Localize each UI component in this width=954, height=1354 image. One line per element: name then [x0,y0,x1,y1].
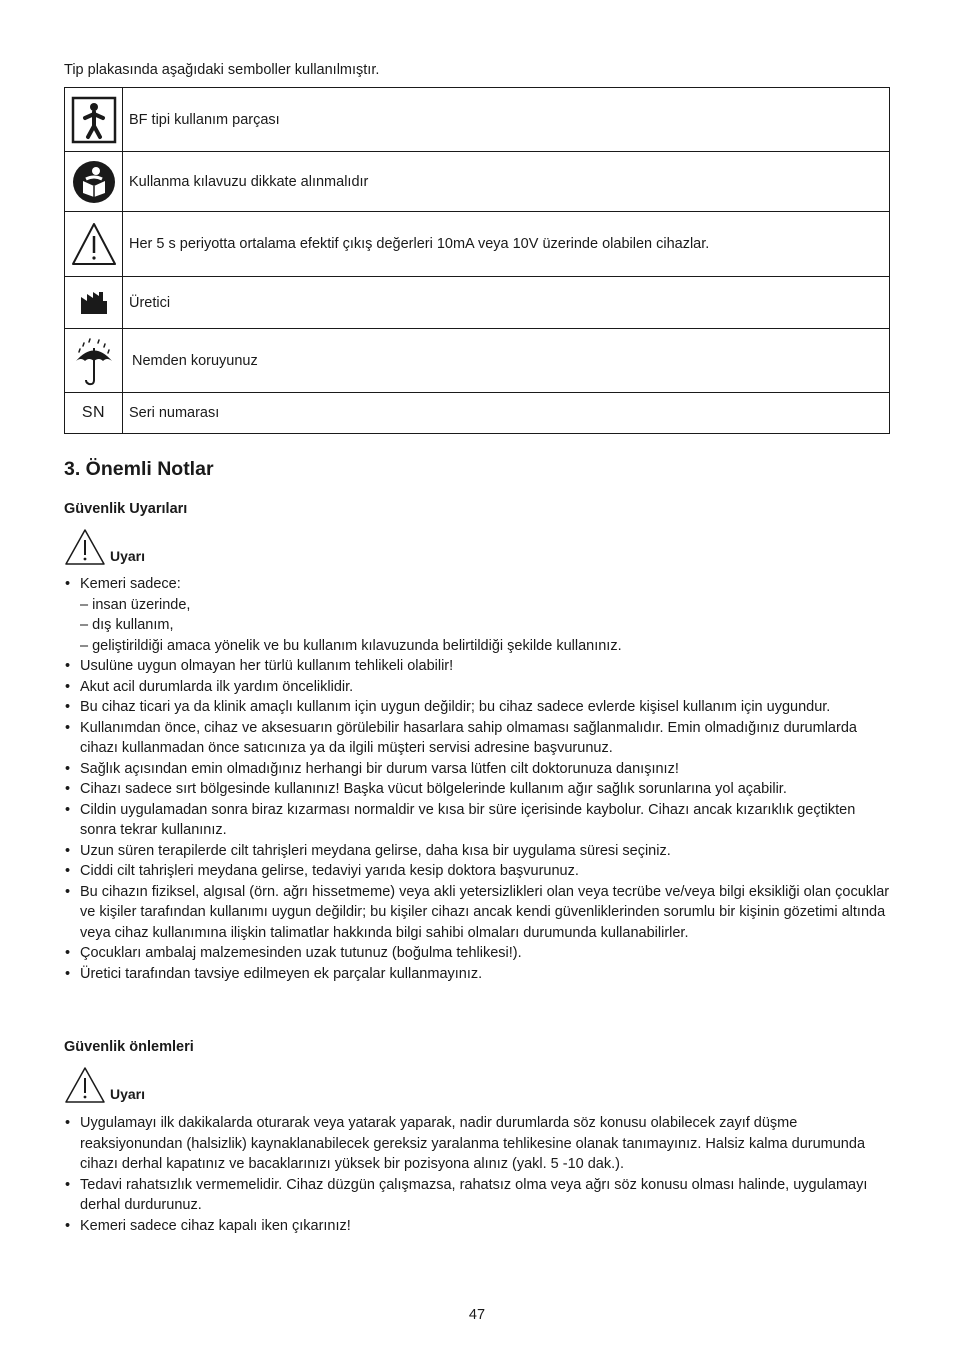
list-item: • Cildin uygulamadan sonra biraz kızarması normaldir ve kısa bir süre içerisinde kaybolur. Cihazı ancak kızarıklık geçtikten sonra tekrar kullanınız. [64,800,894,841]
warning-header [64,528,145,566]
keep-dry-umbrella-icon [72,336,116,386]
list-item: • Üretici tarafından tavsiye edilmeyen ek parçalar kullanmayınız. [64,964,894,985]
safety-measures-heading: Güvenlik önlemleri [64,1039,194,1055]
warning-header [64,1066,145,1104]
bf-applied-part-icon [71,96,117,144]
list-item: • Çocukları ambalaj malzemesinden uzak tutunuz (boğulma tehlikesi!). [64,943,894,964]
page-number: 47 [468,1307,486,1323]
warning-label: Uyarı [110,1086,146,1102]
list-item: • Akut acil durumlarda ilk yardım önceliklidir. [64,677,894,698]
sub-item: – dış kullanım, [80,617,174,633]
list-item: • Uygulamayı ilk dakikalarda oturarak veya yatarak yaparak, nadir durumlarda söz konusu olabilecek zayıf düşme reaksiyonundan (halsizlik) kaynaklanabilecek gereksiz yaralanma tehlikesine olanak tanımayınız. Halsiz kalma durumunda cihazı derhal kapatınız ve bacaklarınızı yüksek bir pozisyona alınız (yakl. 5 -10 dak.). [64,1113,894,1175]
symbols-table [64,87,890,434]
safety-measures-list [64,1113,894,1236]
list-item: • Usulüne uygun olmayan her türlü kullanım tehlikeli olabilir! [64,656,894,677]
table-row [65,152,890,212]
warning-triangle-icon [70,221,118,267]
table-row [65,277,890,329]
list-item: • Kullanımdan önce, cihaz ve aksesuarın görülebilir hasarlara sahip olmaması sağlanmalıdır. Emin olmadığınız durumlarda cihazı kullanmadan önce satıcınıza ya da ilgili müşteri servisi adresine başvurunuz. [64,718,894,759]
list-item: • Bu cihaz ticari ya da klinik amaçlı kullanım için uygun değildir; bu cihaz sadece evlerde kişisel kullanım için uygundur. [64,697,894,718]
serial-number-label: SN [81,404,106,421]
symbols-intro: Tip plakasında aşağıdaki semboller kullanılmıştır. [64,62,380,78]
symbol-description: Her 5 s periyotta ortalama efektif çıkış değerleri 10mA veya 10V üzerinde olabilen cihazlar. [123,212,890,277]
sub-item: – insan üzerinde, [80,596,191,613]
list-item: • Kemeri sadece: – insan üzerinde, – dış kullanım, – geliştirildiği amaca yönelik ve bu kullanım kılavuzunda belirtildiği şekilde kullanınız. [64,574,894,656]
warning-triangle-icon [64,528,106,566]
list-item: • Ciddi cilt tahrişleri meydana gelirse, tedaviyi yarıda kesip doktora başvurunuz. [64,861,894,882]
symbol-description: BF tipi kullanım parçası [123,88,890,152]
symbol-description: Üretici [123,277,890,329]
symbol-description: Kullanma kılavuzu dikkate alınmalıdır [123,152,890,212]
list-item: • Tedavi rahatsızlık vermemelidir. Cihaz düzgün çalışmazsa, rahatsız olma veya ağrı söz konusu olması halinde, uygulamayı derhal durdurunuz. [64,1175,894,1216]
list-item: • Bu cihazın fiziksel, algısal (örn. ağrı hissetmeme) veya akli yetersizlikleri olan veya tecrübe ve/veya bilgi eksikliği olan çocuklar ve kişiler tarafından kullanımı uygun değildir; bu kişiler cihazı ancak kendi güvenliklerinden sorumlu bir kişinin gözetimi altında veya cihaz kullanımına ilişkin talimatlar hakkında bilgi sahibi olmaları durumunda kullanabilirler. [64,882,894,944]
table-row [65,393,890,434]
manufacturer-icon [79,291,109,315]
table-row [65,212,890,277]
section-title: 3. Önemli Notlar [64,458,214,480]
warning-label: Uyarı [110,548,146,564]
list-item: • Cihazı sadece sırt bölgesinde kullanınız! Başka vücut bölgelerinde kullanım ağır sağlık sorunlarına yol açabilir. [64,779,894,800]
list-item: • Kemeri sadece cihaz kapalı iken çıkarınız! [64,1216,894,1237]
symbol-description: Seri numarası [123,393,890,434]
warning-triangle-icon [64,1066,106,1104]
read-manual-icon [72,160,116,204]
list-item: • Uzun süren terapilerde cilt tahrişleri meydana gelirse, daha kısa bir uygulama süresi seçiniz. [64,841,894,862]
table-row [65,88,890,152]
sub-item: – geliştirildiği amaca yönelik ve bu kullanım kılavuzunda belirtildiği şekilde kullanınız. [80,637,622,654]
table-row [65,329,890,393]
safety-warnings-heading: Güvenlik Uyarıları [64,501,188,517]
safety-warnings-list [64,574,894,984]
symbol-description: Nemden koruyunuz [123,329,890,393]
list-item: • Sağlık açısından emin olmadığınız herhangi bir durum varsa lütfen cilt doktorunuza danışınız! [64,759,894,780]
